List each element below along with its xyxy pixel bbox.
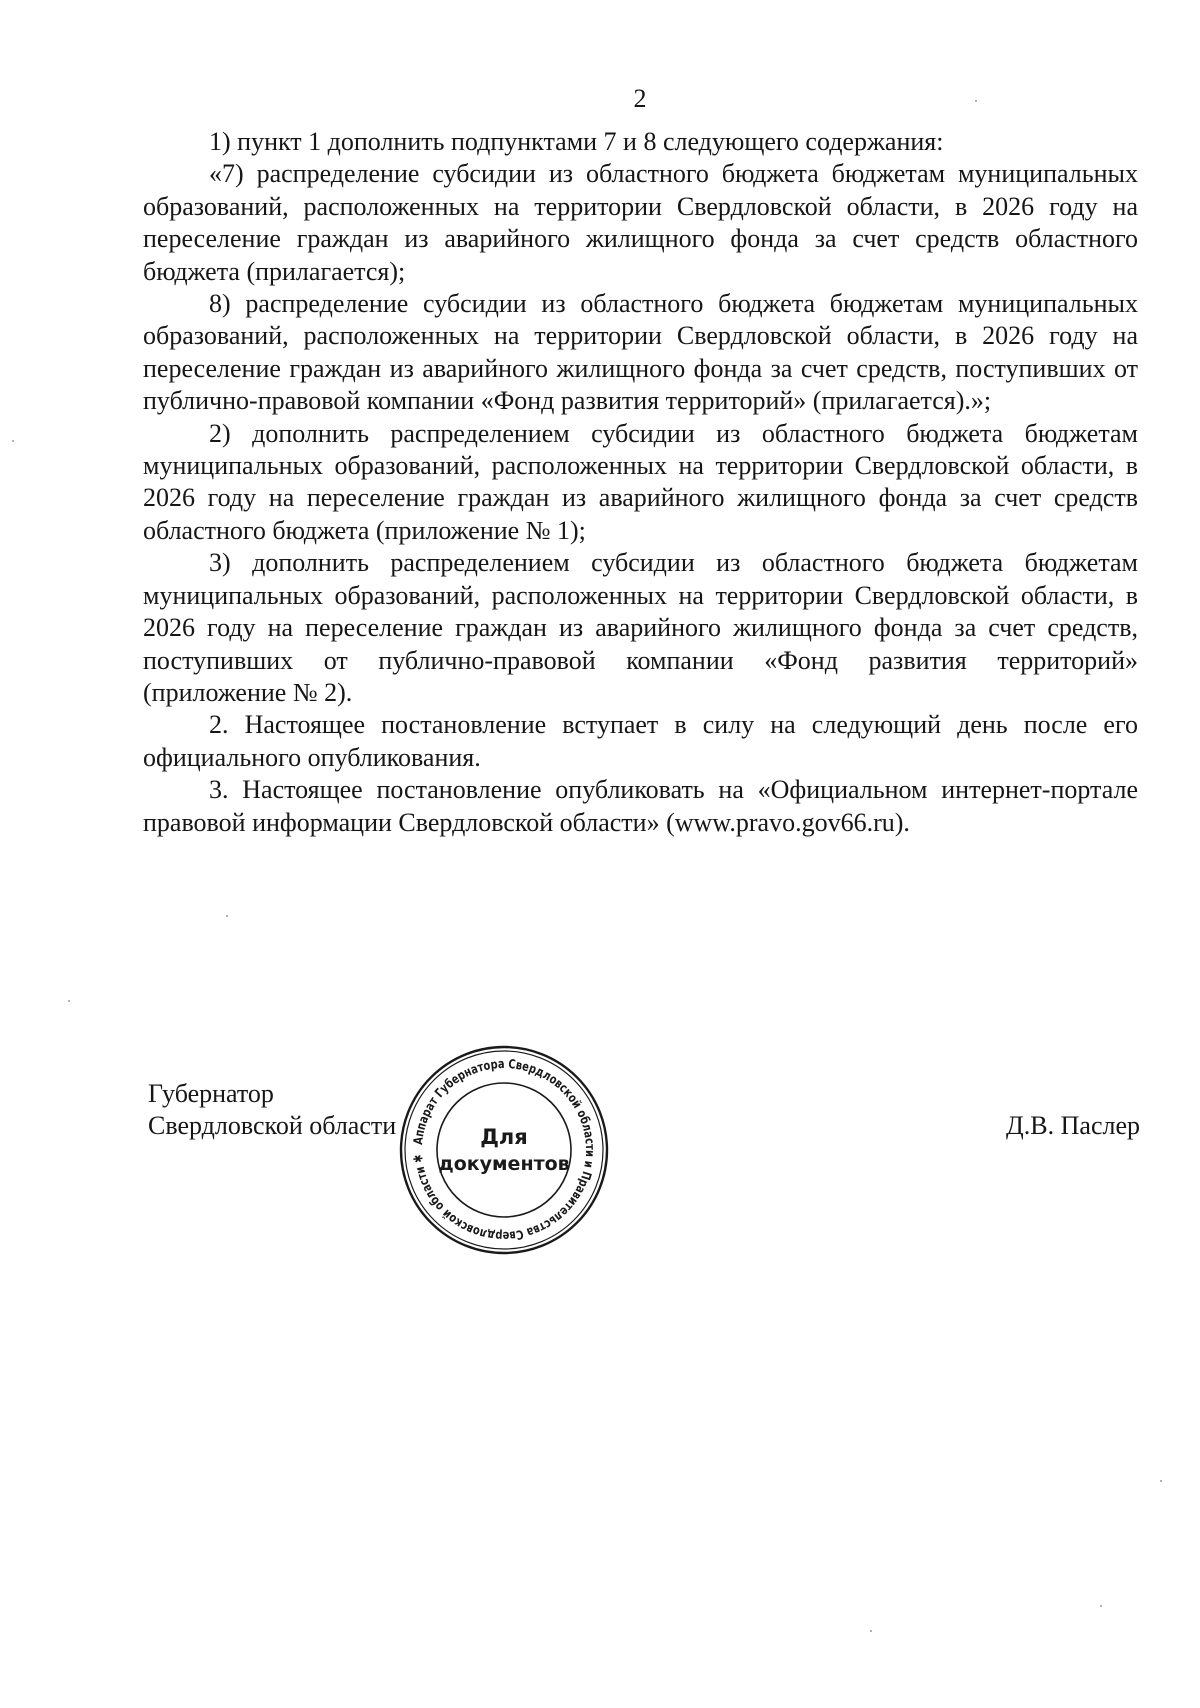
paragraph-subitem-7: «7) распределение субсидии из областного бюджета бюджетам муниципальных образований, расположенных на территории Свердловской области, в 2026 году на переселение граждан из аварийного жилищного фонда за счет средств областного бюджета (прилагается);: [143, 159, 1138, 286]
scan-speck: [1100, 1605, 1102, 1607]
signatory-title-line2: Свердловской области: [148, 1111, 397, 1141]
signatory-name: Д.В. Паслер: [1006, 1111, 1140, 1140]
paragraph-subitem-8: 8) распределение субсидии из областного бюджета бюджетам муниципальных образований, расположенных на территории Свердловской области, в 2026 году на переселение граждан из аварийного жилищного фонда за счет средств, поступивших от публично-правовой компании «Фонд развития территорий» (прилагается).»;: [143, 289, 1138, 416]
scan-speck: [68, 1000, 70, 1002]
paragraph-clause-2: 2. Настоящее постановление вступает в силу на следующий день после его официального опубликования.: [143, 710, 1138, 772]
document-body: [143, 126, 1138, 839]
seal-ring-text: Аппарат Губернатора Свердловской области и Правительства Свердловской области ✱: [409, 1055, 599, 1245]
scan-speck: [12, 440, 14, 442]
official-seal-stamp: [398, 1044, 610, 1256]
paragraph-clause-3: 3. Настоящее постановление опубликовать на «Официальном интернет-портале правовой информации Свердловской области» (www.pravo.gov66.ru).: [143, 775, 1138, 837]
scan-speck: [870, 1630, 872, 1632]
seal-center-line2: документов: [438, 1153, 570, 1175]
paragraph-item-1: 1) пункт 1 дополнить подпунктами 7 и 8 следующего содержания:: [209, 127, 944, 156]
paragraph-item-2: 2) дополнить распределением субсидии из областного бюджета бюджетам муниципальных образований, расположенных на территории Свердловской области, в 2026 году на переселение граждан из аварийного жилищного фонда за счет средств областного бюджета (приложение № 1);: [143, 418, 1138, 545]
page-number: 2: [633, 84, 647, 113]
seal-icon: [398, 1044, 610, 1256]
signatory-title: [148, 1078, 396, 1143]
seal-center-line1: Для: [480, 1125, 528, 1149]
scan-speck: [226, 915, 228, 917]
paragraph-item-3: 3) дополнить распределением субсидии из областного бюджета бюджетам муниципальных образований, расположенных на территории Свердловской области, в 2026 году на переселение граждан из аварийного жилищного фонда за счет средств, поступивших от публично-правовой компании «Фонд развития территорий» (приложение № 2).: [143, 548, 1138, 707]
scan-speck: [975, 100, 977, 102]
signatory-title-line1: Губернатор: [148, 1079, 274, 1108]
scan-speck: [1160, 1480, 1162, 1482]
